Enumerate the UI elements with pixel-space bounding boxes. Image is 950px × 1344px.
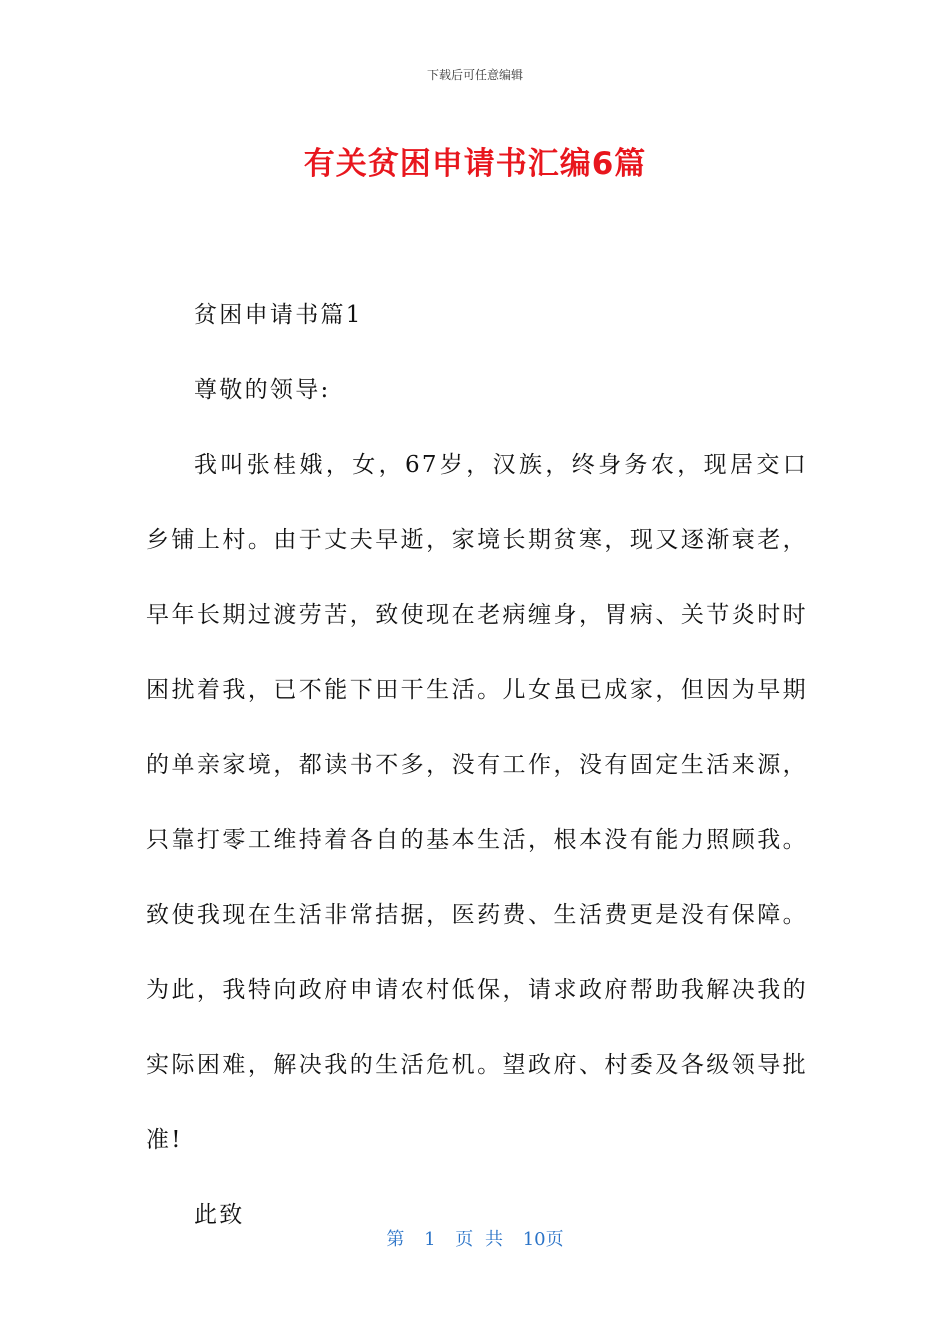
page-label-prefix: 第 bbox=[386, 1229, 405, 1250]
document-title: 有关贫困申请书汇编6篇 bbox=[303, 146, 647, 182]
body-paragraph: 我叫张桂娥，女，67岁，汉族，终身务农，现居交口乡铺上村。由于丈夫早逝，家境长期贫寒，现又逐渐衰老，早年长期过渡劳苦，致使现在老病缠身，胃病、关节炎时时困扰着我，已不能下田干生活。儿女虽已成家，但因为早期的单亲家境，都读书不多，没有工作，没有固定生活来源，只靠打零工维持着各自的基本生活，根本没有能力照顾我。致使我现在生活非常拮据，医药费、生活费更是没有保障。为此，我特向政府申请农村低保，请求政府帮助我解决我的实际困难，解决我的生活危机。望政府、村委及各级领导批准! bbox=[146, 452, 808, 1153]
document-body bbox=[146, 278, 808, 1253]
section-heading: 贫困申请书篇1 bbox=[194, 302, 363, 328]
header-note: 下载后可任意编辑 bbox=[426, 68, 523, 82]
page-label-mid: 页 共 bbox=[455, 1229, 503, 1250]
closing: 此致 bbox=[194, 1202, 245, 1228]
total-pages: 10页 bbox=[522, 1229, 564, 1250]
page-footer bbox=[0, 1225, 950, 1251]
salutation: 尊敬的领导: bbox=[194, 377, 331, 403]
current-page-number: 1 bbox=[424, 1229, 436, 1250]
